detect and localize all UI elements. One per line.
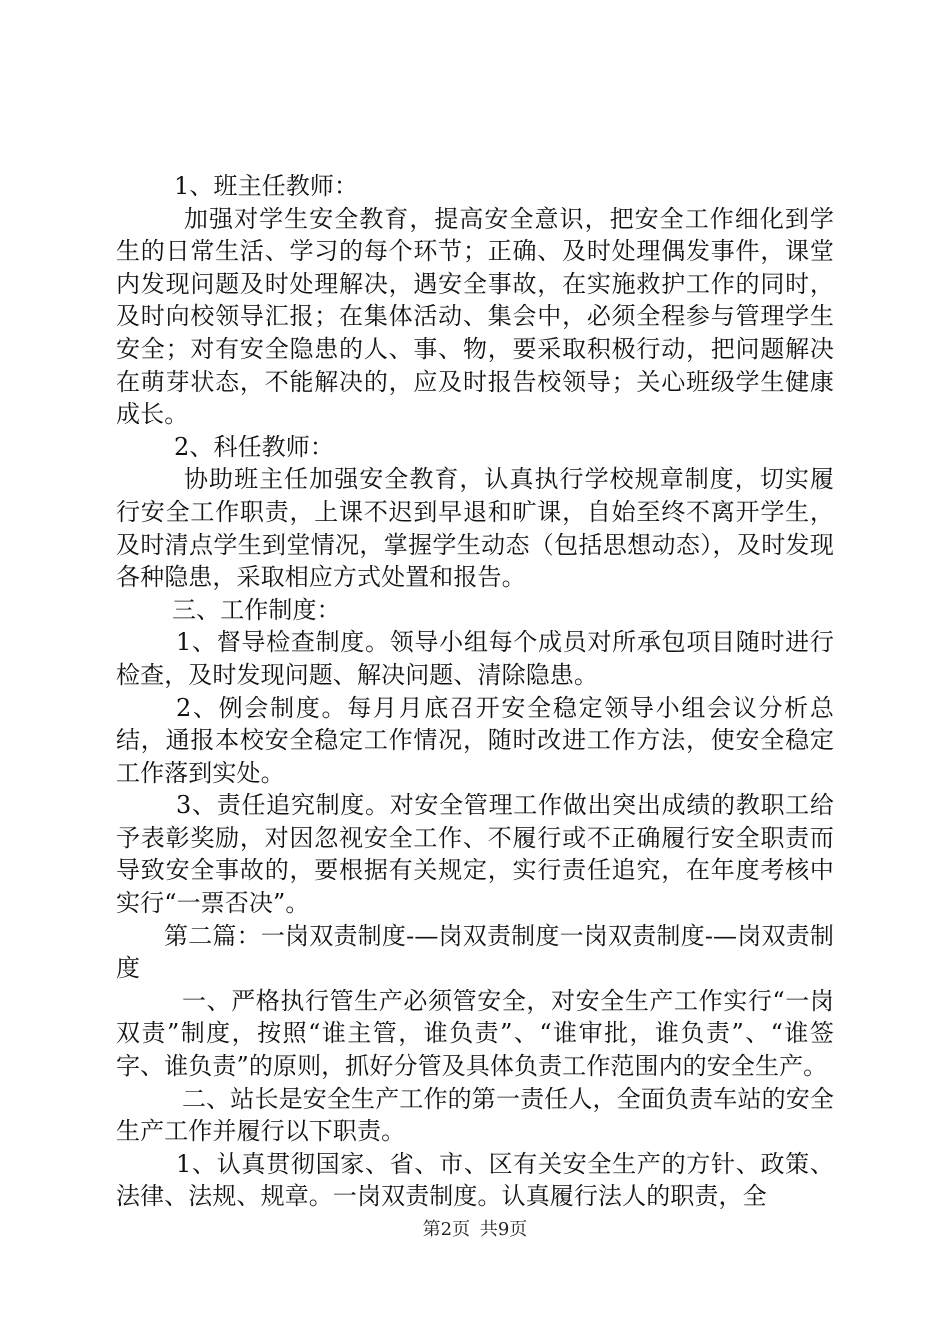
paragraph-accountability-system: 3、责任追究制度。对安全管理工作做出突出成绩的教职工给予表彰奖励，对因忽视安全工作、不履行或不正确履行安全职责而导致安全事故的，要根据有关规定，实行责任追究，在年度考核中实行“一票否决”。 xyxy=(116,791,834,918)
paragraph-subject-teacher-duties: 协助班主任加强安全教育，认真执行学校规章制度，切实履行安全工作职责，上课不迟到早退和旷课，自始至终不离开学生，及时清点学生到堂情况，掌握学生动态（包括思想动态），及时发现各种隐患，采取相应方式处置和报告。 xyxy=(116,465,834,592)
page-total: 共9页 xyxy=(479,1219,528,1240)
page-number: 第2页 xyxy=(422,1219,471,1240)
paragraph-implement-policies: 1、认真贯彻国家、省、市、区有关安全生产的方针、政策、法律、法规、规章。一岗双责制度。认真履行法人的职责，全 xyxy=(116,1149,834,1211)
paragraph-head-teacher-duties: 加强对学生安全教育，提高安全意识，把安全工作细化到学生的日常生活、学习的每个环节；正确、及时处理偶发事件，课堂内发现问题及时处理解决，遇安全事故，在实施救护工作的同时，及时向校领导汇报；在集体活动、集会中，必须全程参与管理学生安全；对有安全隐患的人、事、物，要采取积极行动，把问题解决在萌芽状态，不能解决的，应及时报告校领导；关心班级学生健康成长。 xyxy=(116,204,834,429)
paragraph-inspection-system: 1、督导检查制度。领导小组每个成员对所承包项目随时进行检查，及时发现问题、解决问题、清除隐患。 xyxy=(116,628,834,689)
heading-head-teacher: 1、班主任教师： xyxy=(174,172,359,200)
heading-work-system: 三、工作制度： xyxy=(172,595,341,624)
page-footer xyxy=(0,1218,950,1242)
heading-subject-teacher: 2、科任教师： xyxy=(174,432,334,461)
paragraph-station-master: 二、站长是安全生产工作的第一责任人，全面负责车站的安全生产工作并履行以下职责。 xyxy=(116,1084,834,1146)
paragraph-meeting-system: 2、例会制度。每月月底召开安全稳定领导小组会议分析总结，通报本校安全稳定工作情况，随时改进工作方法，使安全稳定工作落到实处。 xyxy=(116,693,834,787)
heading-chapter-two: 第二篇：一岗双责制度-—岗双责制度一岗双责制度-—岗双责制度 xyxy=(116,921,834,983)
paragraph-one-post-two-duties: 一、严格执行管生产必须管安全，对安全生产工作实行“一岗双责”制度，按照“谁主管，谁负责”、“谁审批，谁负责”、“谁签字、谁负责”的原则，抓好分管及具体负责工作范围内的安全生产。 xyxy=(116,986,834,1081)
document-body xyxy=(116,170,834,1213)
